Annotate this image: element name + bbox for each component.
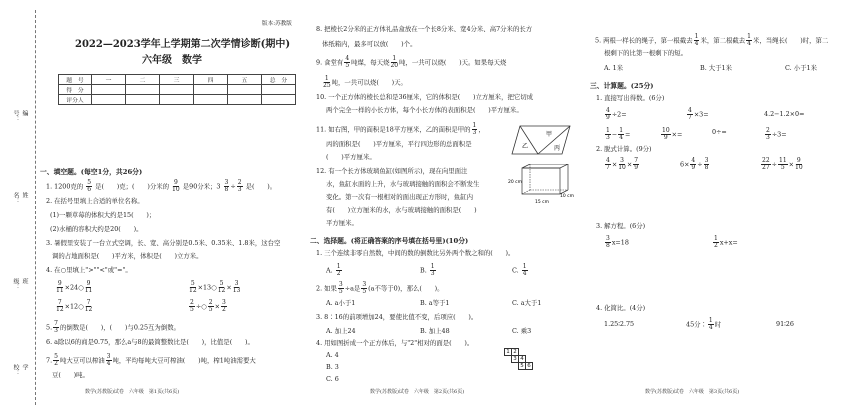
fraction: $\frac{9}{10}$ — [795, 157, 803, 171]
grader-input-cell[interactable] — [92, 95, 126, 105]
fraction: $\frac{1}{4}$ — [747, 33, 751, 47]
compare-1 — [55, 281, 93, 294]
fraction: $\frac{2}{5}$ — [190, 299, 194, 313]
score-row-header — [59, 75, 296, 85]
compare-3 — [55, 300, 93, 313]
q5-text-b: 米，第二根截去 — [700, 36, 746, 45]
fraction: $\frac{9}{11}$ — [84, 280, 93, 294]
tank-width-label: 15 cm — [535, 200, 550, 205]
question-11 — [316, 123, 485, 136]
fraction: $\frac{7}{12}$ — [56, 299, 64, 313]
score-cell: 二 — [126, 75, 160, 85]
fraction: $\frac{1}{3}$ — [472, 122, 477, 136]
question-12c: 变化。第一次有一根相对的面出现正方形时，鱼缸内 — [326, 193, 473, 201]
score-cell: 题 号 — [59, 75, 92, 85]
ratio-3: 91∶26 — [776, 320, 794, 328]
score-row-score — [59, 85, 296, 95]
fraction: $\frac{4}{9}$ — [606, 107, 610, 121]
choice-3-opt-c[interactable]: C. 乘3 — [512, 327, 532, 335]
grader-input-cell[interactable] — [262, 95, 296, 105]
parallelogram-figure — [510, 122, 572, 158]
question-8a: 8. 把棱长2分米的正方体礼品盒放在一个长8分米、宽4分米、高7分米的长方 — [316, 25, 533, 33]
question-2: 2. 在括号里填上合适的单位名称。 — [46, 197, 144, 205]
calc-1-item — [660, 128, 682, 141]
fraction: $\frac{22}{27}$ — [762, 157, 770, 171]
question-p3-5 — [595, 34, 828, 47]
net-face: 1 — [504, 348, 512, 356]
fraction: $\frac{5}{12}$ — [189, 280, 197, 294]
footer-page-2: 数学(苏教版)试卷 六年级 第2页(共6页) — [370, 389, 465, 395]
choice-4-opt-c[interactable]: C. 6 — [326, 375, 339, 383]
choice-1-opt-a[interactable] — [326, 264, 343, 277]
fraction: $\frac{3}{10}$ — [618, 157, 626, 171]
question-11d: ( )平方厘米。 — [326, 153, 376, 161]
fraction: $\frac{1}{3}$ — [606, 127, 610, 141]
question-12e: 平方厘米。 — [326, 219, 358, 227]
tank-height-label: 20 cm — [508, 180, 523, 185]
net-face: 2 — [511, 348, 519, 356]
fig-label-c: 丙 — [554, 145, 561, 152]
fraction: $\frac{4}{7}$ — [606, 157, 610, 171]
ratio-text: 45分∶ — [686, 320, 707, 329]
calc-2-item: $\frac{4}{7}$ × $\frac{3}{10}$ × $\frac{7}{9}$ — [606, 157, 639, 171]
fraction: $\frac{1}{20}$ — [390, 55, 399, 69]
score-cell: 得 分 — [59, 85, 92, 95]
tank-top — [522, 164, 568, 168]
fraction: $\frac{5}{6}$ — [87, 179, 92, 193]
fig-label-b: 乙 — [522, 143, 529, 150]
school-label: 学校： — [12, 364, 28, 376]
calc-1-item — [764, 128, 787, 141]
q9-text-a: 9. 食堂有 — [316, 58, 344, 67]
net-face: 6 — [525, 362, 533, 370]
compare-text: ÷○ — [195, 302, 207, 311]
fraction: $\frac{1}{2}$ — [714, 235, 718, 249]
grader-input-cell[interactable] — [194, 95, 228, 105]
fig-label-a: 甲 — [546, 131, 553, 138]
fraction: $\frac{10}{9}$ — [662, 127, 670, 141]
class-label: 班级： — [12, 278, 28, 290]
fraction: $\frac{3}{8}$ — [224, 179, 229, 193]
question-12d: 有( )立方厘米的水，水与玻璃接触的面积是( ) — [326, 206, 477, 214]
question-10b: 两个完全一样的小长方体，每个小长方体的表面积是( )平方厘米。 — [326, 106, 523, 114]
calc-2-item: $\frac{22}{27}$ ÷ $\frac{11}{5}$ × $\frac{9}{10}$ — [762, 157, 803, 171]
score-input-cell[interactable] — [92, 85, 126, 95]
exam-subtitle: 六年级 数学 — [142, 55, 202, 66]
q9-text-d: 吨，一共可以烧( )天。 — [331, 78, 407, 87]
calc-2-item: 6× $\frac{4}{9}$ ÷ $\frac{3}{8}$ — [680, 157, 709, 171]
tank-depth-label: 10 cm — [560, 194, 574, 199]
ratio-2 — [686, 318, 721, 331]
equation-1 — [604, 236, 629, 249]
question-12a: 12. 有一个长方体玻璃鱼缸(如图所示)，现在向里面注 — [316, 167, 468, 175]
score-input-cell[interactable] — [228, 85, 262, 95]
section-fill-in: 一、填空题。(每空1分，共26分) — [40, 168, 143, 176]
compare-text: ×12○ — [64, 302, 84, 311]
q1-text-d: 是( )。 — [245, 182, 277, 191]
compare-text: ×13○ — [197, 283, 217, 292]
q7-text-b: 吨大豆可以榨油 — [59, 356, 105, 365]
choice-2-opt-b[interactable]: B. a等于1 — [420, 299, 450, 307]
q11-text-a: 11. 如右图，甲的面积是18平方厘米，乙的面积是甲的 — [316, 125, 471, 134]
calc-text: ÷3= — [771, 130, 787, 139]
choice-1-opt-c[interactable] — [512, 264, 529, 277]
fraction: $\frac{3}{5}$ — [362, 281, 367, 295]
choice-2-opt-c[interactable]: C. a大于1 — [512, 299, 542, 307]
option-label: A. — [326, 266, 333, 275]
score-table — [58, 74, 296, 105]
p3-q5-opt-a[interactable]: A. 1米 — [604, 64, 624, 72]
score-cell: 四 — [194, 75, 228, 85]
choice-1-opt-b[interactable] — [420, 264, 437, 277]
c2-text-a: 2. 如果 — [316, 284, 337, 293]
fraction: $\frac{3}{8}$ — [606, 235, 610, 249]
grader-input-cell[interactable] — [228, 95, 262, 105]
calc-text: − — [611, 130, 618, 139]
q11-text-b: ， — [478, 125, 485, 134]
fraction: $\frac{3}{13}$ — [232, 280, 241, 294]
edition-label: 版本:苏教版 — [262, 21, 292, 27]
fraction: $\frac{1}{4}$ — [694, 33, 699, 47]
question-3a: 3. 暑假里安装了一台立式空调，长、宽、高分别是0.5米、0.35米、1.8米，这台空 — [46, 239, 281, 247]
fraction: $\frac{1}{4}$ — [619, 127, 624, 141]
fraction: $\frac{2}{3}$ — [237, 179, 242, 193]
fraction: $\frac{3}{2}$ — [221, 299, 226, 313]
option-label: B. — [420, 266, 427, 275]
score-cell: 一 — [92, 75, 126, 85]
fraction: $\frac{5}{12}$ — [217, 280, 226, 294]
question-3b: 调的占地面积是( )平方米，体积是( )立方米。 — [52, 252, 203, 260]
fraction: $\frac{1}{2}$ — [336, 263, 341, 277]
fraction: $\frac{3}{5}$ — [338, 281, 343, 295]
calc-1-title: 1. 直接写出得数。(6分) — [596, 94, 665, 102]
section-calc: 三、计算题。(25分) — [590, 82, 654, 90]
q9-text-b: 吨煤，每天烧 — [351, 58, 390, 67]
exam-title: 2022—2023学年上学期第二次学情诊断(期中) — [75, 39, 291, 50]
binding-line — [35, 10, 36, 405]
q1-text-a: 1. 1200克的 — [46, 182, 84, 191]
equation-2 — [712, 236, 738, 249]
footer-page-1: 数学(苏教版)试卷 六年级 第1页(共6页) — [85, 389, 180, 395]
net-face: 4 — [518, 355, 526, 363]
q7-text-a: 7. — [46, 356, 53, 365]
question-10a: 10. 一个正方体的棱长总和是36厘米，它的体积是( )立方厘米，把它切成 — [316, 93, 534, 101]
choice-2-opt-a[interactable]: A. a小于1 — [326, 299, 356, 307]
fraction: $\frac{1}{4}$ — [708, 317, 713, 331]
cube-net-figure — [504, 348, 540, 380]
option-label: C. — [512, 266, 519, 275]
choice-2: 2. 如果 $\frac{3}{5}$ ÷a是 $\frac{3}{5}$ (a不等于0)，那么( )。 — [316, 281, 444, 295]
question-12b: 水，鱼缸水面的上升，水与玻璃接触的面积会不断发生 — [326, 180, 480, 188]
choice-4: 4. 用如图折成一个正方体后，与"2"相对的面是( )。 — [316, 339, 474, 347]
question-8b: 体纸箱内，最多可以放( )个。 — [322, 40, 417, 48]
score-cell: 总 分 — [262, 75, 296, 85]
calc-4-title: 4. 化简比。(4分) — [596, 304, 646, 312]
fraction: $\frac{1}{25}$ — [323, 75, 331, 89]
question-2a: (1)一颗草莓的体积大约是15( )； — [50, 211, 156, 219]
fraction: $\frac{7}{9}$ — [634, 157, 639, 171]
question-4: 4. 在○里填上">""<"或"="。 — [46, 266, 132, 274]
fraction: $\frac{3}{8}$ — [704, 157, 709, 171]
q7-text-c: 吨，平均每吨大豆可榨油( )吨，榨1吨油需要大 — [112, 356, 256, 365]
fraction: $\frac{4}{5}$ — [345, 55, 350, 69]
calc-3-title: 3. 解方程。(6分) — [596, 222, 646, 230]
calc-text: ×= — [671, 130, 683, 139]
compare-text: ×24○ — [64, 283, 84, 292]
choice-4-opt-b[interactable]: B. 3 — [326, 363, 339, 371]
fraction: $\frac{5}{2}$ — [54, 353, 58, 367]
question-11c: 丙的面积是( )平方厘米，平行四边形的总面积是 — [326, 140, 472, 148]
score-cell: 评分人 — [59, 95, 92, 105]
compare-4: $\frac{2}{5}$ ÷○ $\frac{2}{5}$ × $\frac{3}{2}$ — [190, 299, 226, 313]
question-7 — [46, 354, 256, 367]
parallelogram-outline — [512, 126, 570, 154]
question-9d — [322, 76, 407, 89]
choice-3: 3. 8∶16的前项增加24，要使比值不变，后项应( )。 — [316, 313, 478, 321]
fraction: $\frac{2}{5}$ — [208, 299, 213, 313]
calc-1-item — [686, 108, 709, 121]
fraction: $\frac{7}{3}$ — [54, 320, 58, 334]
q5-text-c: 米，当绳长( )时，第二 — [753, 36, 829, 45]
q5-text-a: 5. 两根一样长的绳子，第一根截去 — [595, 36, 693, 45]
ratio-1: 1.25∶2.75 — [604, 320, 635, 328]
compare-2: $\frac{5}{12}$ ×13○ $\frac{5}{12}$ × $\frac{3}{13}$ — [189, 280, 241, 294]
question-2b: (2)水桶的容积大约是20( )。 — [50, 225, 143, 233]
ratio-text: 时 — [714, 320, 722, 329]
equation-text: x=18 — [611, 238, 629, 247]
calc-text: ÷2= — [611, 110, 627, 119]
grader-input-cell[interactable] — [160, 95, 194, 105]
calc-text: ×3= — [693, 110, 709, 119]
calc-1-item: $\frac{1}{3}$ − $\frac{1}{4}$ = — [606, 127, 631, 141]
q1-text-b: 是( )克；( )分米的 — [95, 182, 169, 191]
name-label: 姓名： — [12, 192, 28, 204]
p3-q5-opt-b[interactable]: B. 大于1米 — [700, 64, 732, 72]
footer-page-3: 数学(苏教版)试卷 六年级 第3页(共6页) — [645, 389, 740, 395]
score-input-cell[interactable] — [160, 85, 194, 95]
choice-3-opt-a[interactable]: A. 加上24 — [326, 327, 356, 335]
score-input-cell[interactable] — [194, 85, 228, 95]
section-choice: 二、选择题。(将正确答案的序号填在括号里)(10分) — [310, 237, 469, 245]
score-cell: 五 — [228, 75, 262, 85]
p3-q5-opt-c[interactable]: C. 小于1米 — [785, 64, 817, 72]
fraction: $\frac{11}{5}$ — [779, 157, 787, 171]
fraction: $\frac{1}{4}$ — [522, 263, 527, 277]
score-row-grader — [59, 95, 296, 105]
fraction: $\frac{2}{3}$ — [766, 127, 770, 141]
c2-text-b: 是 — [353, 284, 361, 293]
fraction: $\frac{4}{9}$ — [691, 157, 696, 171]
fraction: $\frac{4}{7}$ — [688, 107, 692, 121]
score-input-cell[interactable] — [262, 85, 296, 95]
net-face: 5 — [518, 362, 526, 370]
question-p3-5d: 根剩下的比第一根剩下的短。 — [604, 49, 688, 57]
calc-1-item: 4.2−1.2×0= — [764, 110, 805, 118]
q9-text-c: 吨，一共可以烧( )天。如果每天烧 — [399, 58, 507, 67]
score-input-cell[interactable] — [126, 85, 160, 95]
q5-text-b: 的倒数是( )，( )与0.25互为倒数。 — [59, 323, 180, 332]
score-cell: 三 — [160, 75, 194, 85]
fraction: $\frac{9}{11}$ — [56, 280, 64, 294]
calc-1-item — [604, 108, 627, 121]
fish-tank-figure — [508, 164, 574, 208]
fraction: $\frac{7}{12}$ — [84, 299, 93, 313]
calc-1-item — [712, 128, 727, 136]
fraction: $\frac{3}{4}$ — [106, 353, 111, 367]
choice-1: 1. 三个连续非零自然数，中间的数的倒数比另外两个数之和的( )。 — [316, 249, 515, 257]
question-5 — [46, 321, 180, 334]
question-9 — [316, 56, 506, 69]
choice-3-opt-b[interactable]: B. 加上48 — [420, 327, 450, 335]
q1-text-c: 是90分米；3 — [182, 182, 221, 191]
c2-text-c: (a不等于0)，那么( )。 — [368, 284, 444, 293]
grader-input-cell[interactable] — [126, 95, 160, 105]
fraction: $\frac{9}{10}$ — [172, 179, 180, 193]
tank-hidden-edge — [522, 190, 530, 194]
question-7d: 豆( )吨。 — [52, 371, 89, 379]
question-6: 6. a除以6的商是0.75，那么a与8的最简整数比是( )，比值是( )。 — [46, 338, 254, 346]
q5-text-a: 5. — [46, 323, 53, 332]
equation-text: x+x= — [719, 238, 738, 247]
calc-text: 0÷= — [712, 128, 727, 136]
choice-4-opt-a[interactable]: A. 4 — [326, 351, 339, 359]
net-face: 3 — [511, 355, 519, 363]
fraction: $\frac{1}{3}$ — [430, 263, 435, 277]
number-label: 编号： — [12, 110, 28, 122]
question-1: 1. 1200克的 $\frac{5}{6}$ 是( )克；( )分米的 $\frac{9}{10}$ 是90分米；3 $\frac{3}{8}$ ÷ $\frac{2}{3}$ 是( )。 — [46, 179, 277, 193]
calc-2-title: 2. 脱式计算。(9分) — [596, 145, 652, 153]
